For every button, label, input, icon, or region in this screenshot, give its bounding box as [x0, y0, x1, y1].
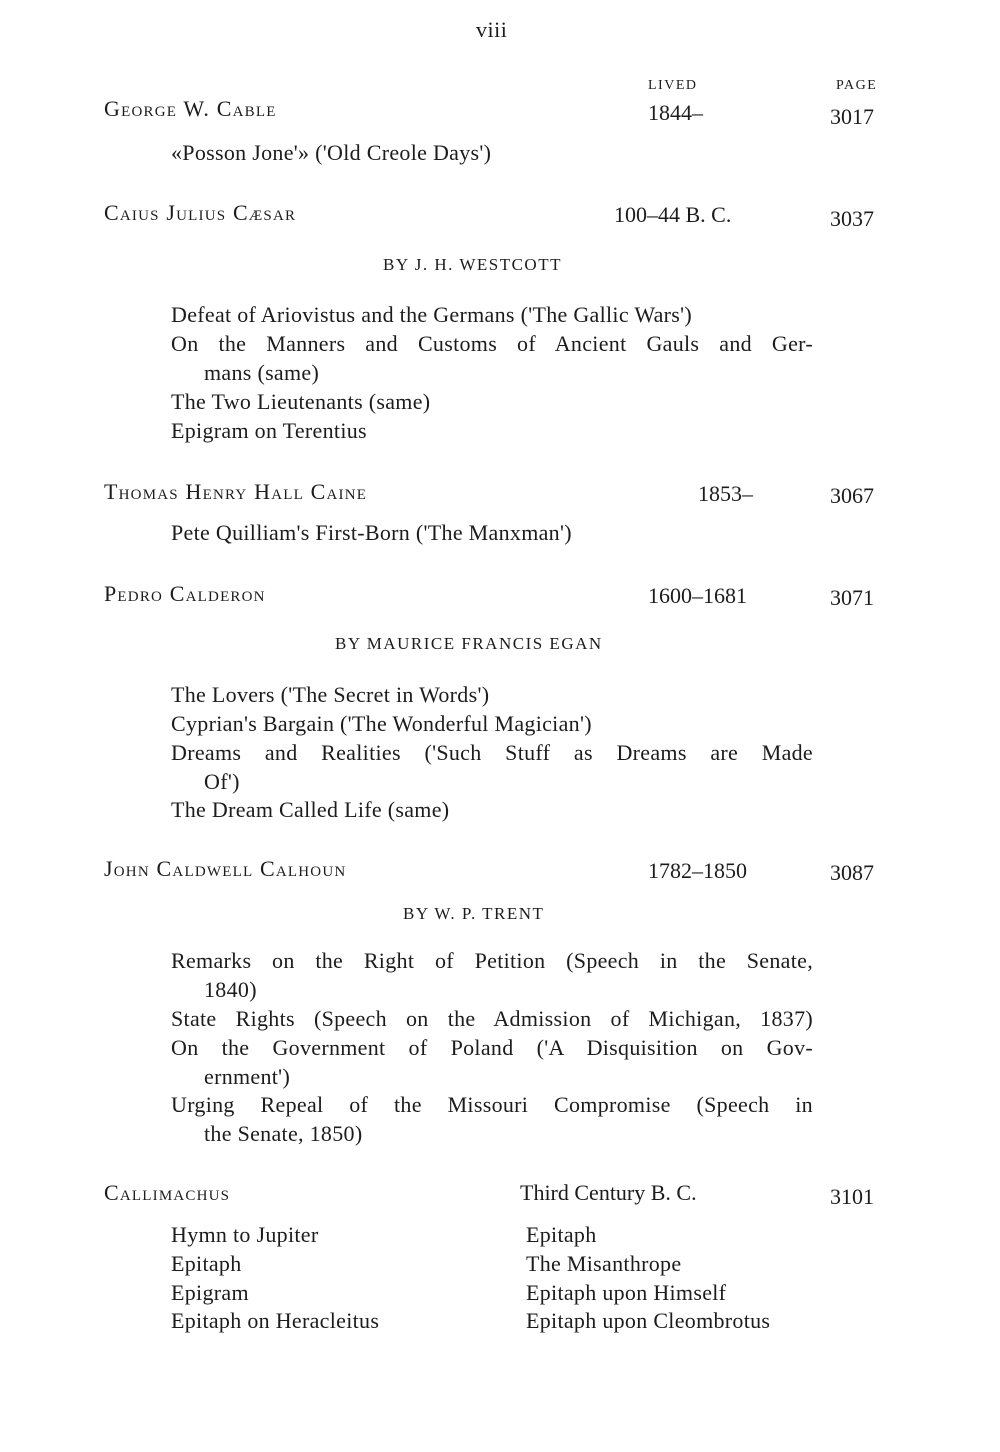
page-number: viii — [476, 17, 508, 42]
page-ref: 3101 — [830, 1184, 874, 1209]
work-title: The Misanthrope — [526, 1251, 682, 1276]
work-title: Defeat of Ariovistus and the Germans ('The Gallic Wars') — [171, 302, 693, 327]
column-header-lived: LIVED — [648, 78, 698, 93]
work-title: On the Manners and Customs of Ancient Gauls and Ger- — [171, 331, 813, 356]
work-title: Remarks on the Right of Petition (Speech in the Senate, — [171, 948, 813, 973]
lived-dates: 1600–1681 — [648, 583, 747, 608]
work-title: Epitaph — [526, 1222, 597, 1247]
page-ref: 3017 — [830, 104, 874, 129]
work-title: Cyprian's Bargain ('The Wonderful Magician') — [171, 711, 592, 736]
work-title: «Posson Jone'» ('Old Creole Days') — [171, 140, 492, 165]
editor-byline: BY J. H. WESTCOTT — [383, 255, 562, 274]
work-title: Dreams and Realities ('Such Stuff as Dreams are Made — [171, 740, 813, 765]
column-header-page: PAGE — [836, 78, 878, 93]
lived-dates: 1844– — [648, 100, 703, 125]
editor-byline: BY W. P. TRENT — [403, 904, 545, 923]
author-name: Pedro Calderon — [104, 581, 266, 606]
work-title-continuation: Of') — [204, 769, 240, 794]
work-title: On the Government of Poland ('A Disquisition on Gov- — [171, 1035, 813, 1060]
work-title: Pete Quilliam's First-Born ('The Manxman') — [171, 520, 572, 545]
work-title: Epigram — [171, 1280, 249, 1305]
page-ref: 3087 — [830, 860, 874, 885]
work-title-continuation: the Senate, 1850) — [204, 1121, 363, 1146]
work-title: The Dream Called Life (same) — [171, 797, 450, 822]
author-name: John Caldwell Calhoun — [104, 856, 347, 881]
work-title: Hymn to Jupiter — [171, 1222, 319, 1247]
work-title: Urging Repeal of the Missouri Compromise (Speech in — [171, 1092, 813, 1117]
work-title: The Two Lieutenants (same) — [171, 389, 431, 414]
lived-dates: 1782–1850 — [648, 858, 747, 883]
work-title: Epitaph — [171, 1251, 242, 1276]
lived-dates: 100–44 B. C. — [614, 202, 732, 227]
author-name: Callimachus — [104, 1180, 231, 1205]
lived-dates: Third Century B. C. — [520, 1180, 697, 1205]
editor-byline: BY MAURICE FRANCIS EGAN — [335, 634, 603, 653]
work-title-continuation: mans (same) — [204, 360, 320, 385]
author-name: Caius Julius Cæsar — [104, 200, 297, 225]
page-ref: 3067 — [830, 483, 874, 508]
author-name: Thomas Henry Hall Caine — [104, 479, 368, 504]
work-title: State Rights (Speech on the Admission of Michigan, 1837) — [171, 1006, 813, 1031]
work-title-continuation: 1840) — [204, 977, 257, 1002]
work-title: Epitaph on Heracleitus — [171, 1308, 380, 1333]
work-title: Epitaph upon Cleombrotus — [526, 1308, 771, 1333]
work-title: Epitaph upon Himself — [526, 1280, 727, 1305]
author-name: George W. Cable — [104, 96, 277, 121]
work-title: Epigram on Terentius — [171, 418, 367, 443]
lived-dates: 1853– — [698, 481, 753, 506]
page-ref: 3037 — [830, 206, 874, 231]
work-title: The Lovers ('The Secret in Words') — [171, 682, 490, 707]
work-title-continuation: ernment') — [204, 1064, 291, 1089]
page-ref: 3071 — [830, 585, 874, 610]
